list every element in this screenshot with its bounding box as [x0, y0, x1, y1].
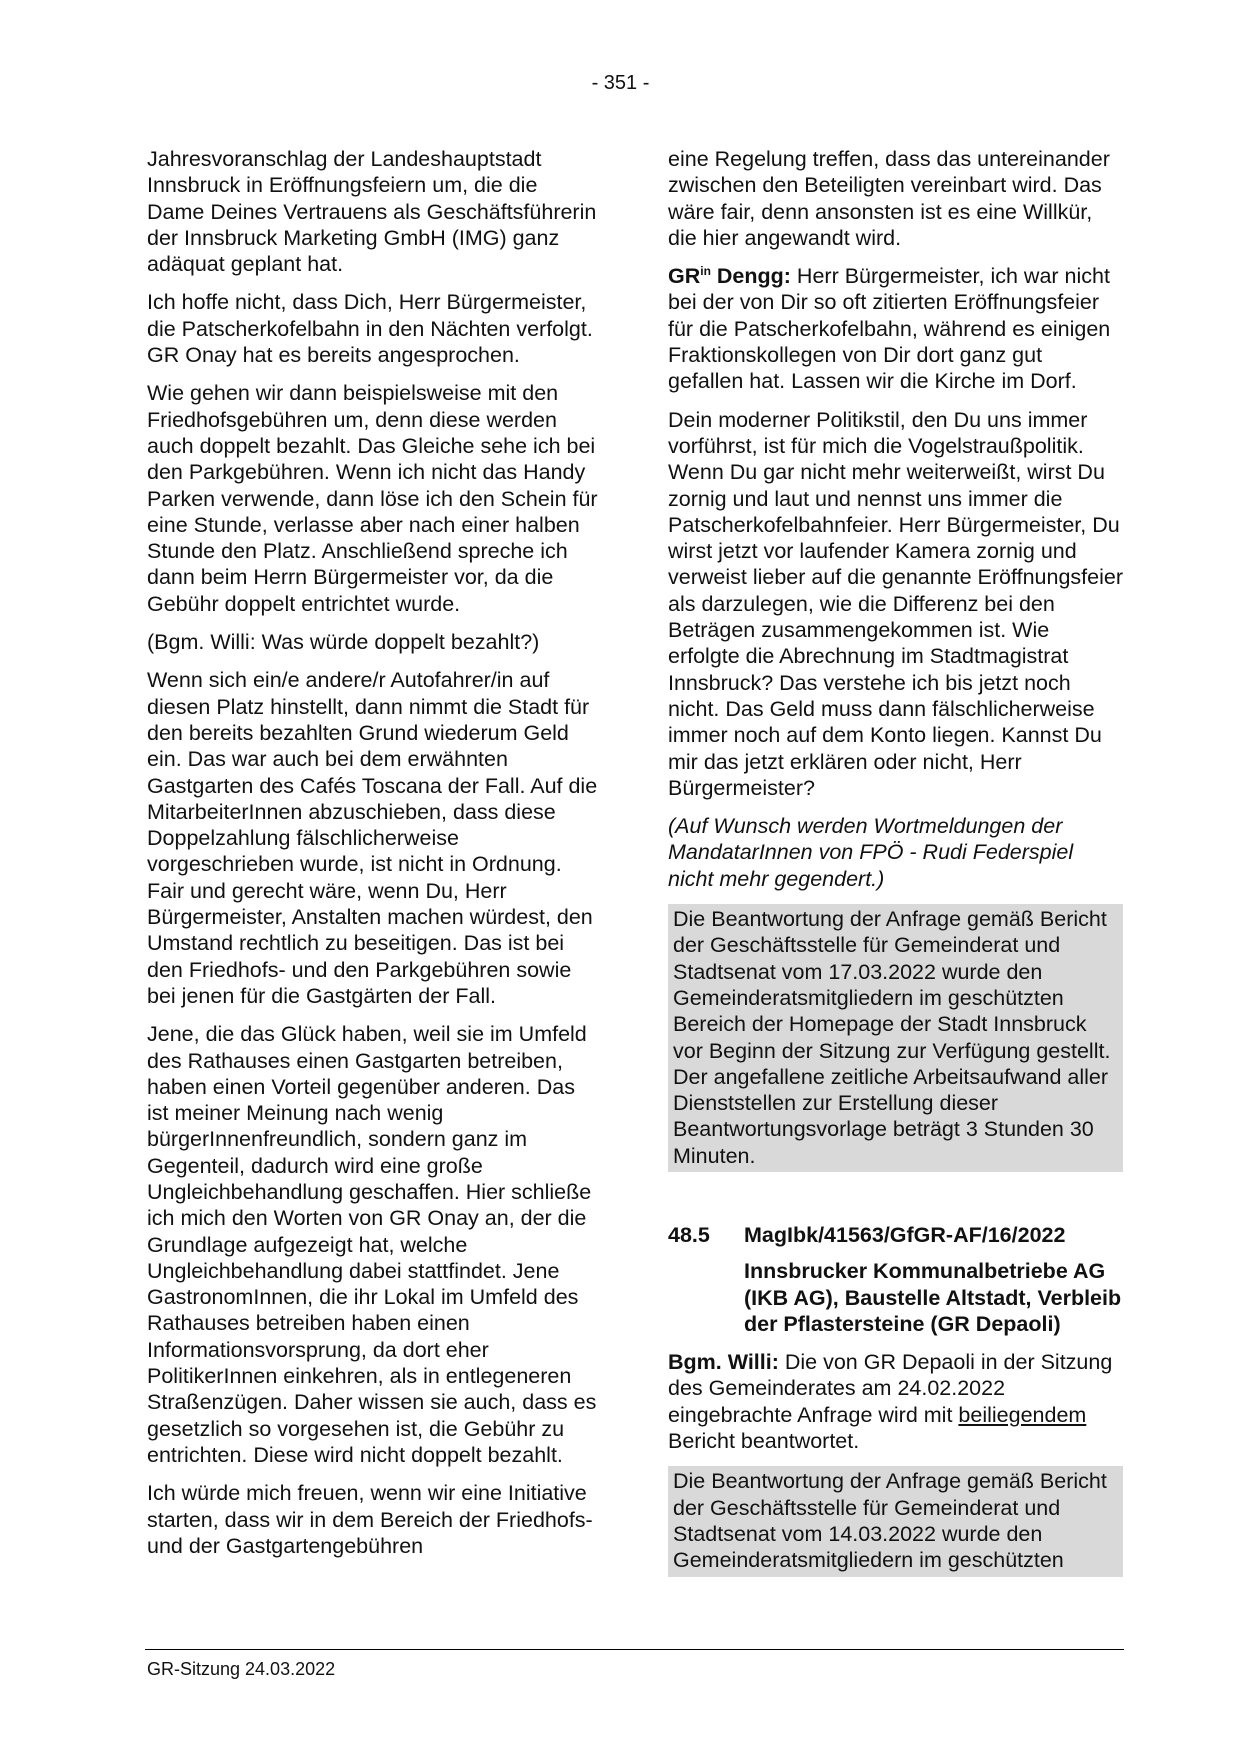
- speaker-name: $GR^{in}$ Dengg:: [668, 264, 791, 289]
- interjection: (Bgm. Willi: Was würde doppelt bezahlt?): [147, 630, 540, 655]
- agenda-item: [668, 1222, 1123, 1337]
- left-column: [147, 146, 599, 1559]
- paragraph: Wenn sich ein/e andere/r Autofahrer/in auf diesen Platz hinstellt, dann nimmt die Stadt für den bereits bezahlten Grund wiederum Geld ein. Das war auch bei dem erwähnten Gastgarten des Cafés Toscana der Fall. Auf die MitarbeiterInnen abzuschieben, dass diese Doppelzahlung fälschlicherweise vorgeschrieben wurde, ist nicht in Ordnung. Fair und gerecht wäre, wenn Du, Herr Bürgermeister, Anstalten machen würdest, den Umstand rechtlich zu beseitigen. Das ist bei den Friedhofs- und den Parkgebühren sowie bei jenen für die Gastgärten der Fall.: [147, 668, 598, 1008]
- right-column: [668, 146, 1123, 1577]
- paragraph: Wie gehen wir dann beispielsweise mit den Friedhofsgebühren um, denn diese werden auch doppelt bezahlt. Das Gleiche sehe ich bei den Parkgebühren. Wenn ich nicht das Handy Parken verwende, dann löse ich den Schein für eine Stunde, verlasse aber nach einer halben Stunde den Platz. Anschließend spreche ich dann beim Herrn Bürgermeister vor, da die Gebühr doppelt entrichtet wurde.: [147, 381, 598, 616]
- speech-paragraph: $GR^{in}$ Dengg: Herr Bürgermeister, ich war nicht bei der von Dir so oft zitierten Eröffnungsfeier für die Patscherkofelbahn, während es einigen Fraktionskollegen von Dir dort ganz gut gefallen hat. Lassen wir die Kirche im Dorf.: [668, 264, 1111, 394]
- paragraph: Ich würde mich freuen, wenn wir eine Initiative starten, dass wir in dem Bereich der Friedhofs- und der Gastgartengebühren: [147, 1481, 593, 1558]
- footer-text: GR-Sitzung 24.03.2022: [147, 1659, 336, 1679]
- agenda-number: 48.5: [668, 1222, 710, 1247]
- answer-notice: Die Beantwortung der Anfrage gemäß Bericht der Geschäftsstelle für Gemeinderat und Stadtsenat vom 17.03.2022 wurde den Gemeinderatsmitgliedern im geschützten Bereich der Homepage der Stadt Innsbruck vor Beginn der Sitzung zur Verfügung gestellt. Der angefallene zeitliche Arbeitsaufwand aller Dienststellen zur Erstellung dieser Beantwortungsvorlage beträgt 3 Stunden 30 Minuten.: [668, 904, 1123, 1172]
- attachment-link[interactable]: beiliegendem: [958, 1402, 1087, 1427]
- paragraph: Dein moderner Politikstil, den Du uns immer vorführst, ist für mich die Vogelstraußpolitik. Wenn Du gar nicht mehr weiterweißt, wirst Du zornig und laut und nennst uns immer die Patscherkofelbahnfeier. Herr Bürgermeister, Du wirst jetzt vor laufender Kamera zornig und verweist lieber auf die genannte Eröffnungsfeier als darzulegen, wie die Differenz bei den Beträgen zusammengekommen ist. Wie erfolgte die Abrechnung im Stadtmagistrat Innsbruck? Das verstehe ich bis jetzt noch nicht. Das Geld muss dann fälschlicherweise immer noch auf dem Konto liegen. Kannst Du mir das jetzt erklären oder nicht, Herr Bürgermeister?: [668, 407, 1123, 800]
- speech-paragraph: Bgm. Willi: Die von GR Depaoli in der Sitzung des Gemeinderates am 24.02.2022 eingebrachte Anfrage wird mit beiliegendem Bericht beantwortet.: [668, 1350, 1113, 1454]
- paragraph: eine Regelung treffen, dass das untereinander zwischen den Beteiligten vereinbart wird. Das wäre fair, denn ansonsten ist es eine Willkür, die hier angewandt wird.: [668, 147, 1110, 250]
- speaker-name: Bgm. Willi:: [668, 1350, 779, 1375]
- answer-notice: Die Beantwortung der Anfrage gemäß Bericht der Geschäftsstelle für Gemeinderat und Stadtsenat vom 14.03.2022 wurde den Gemeinderatsmitgliedern im geschützten: [668, 1466, 1123, 1576]
- paragraph: Jahresvoranschlag der Landeshauptstadt Innsbruck in Eröffnungsfeiern um, die die Dame Deines Vertrauens als Geschäftsführerin der Innsbruck Marketing GmbH (IMG) ganz adäquat geplant hat.: [147, 147, 597, 277]
- editorial-note: (Auf Wunsch werden Wortmeldungen der MandatarInnen von FPÖ - Rudi Federspiel nicht mehr gegendert.): [668, 814, 1074, 891]
- page-number: - 351 -: [591, 72, 650, 94]
- agenda-reference: MagIbk/41563/GfGR-AF/16/2022: [744, 1222, 1066, 1247]
- paragraph: Ich hoffe nicht, dass Dich, Herr Bürgermeister, die Patscherkofelbahn in den Nächten verfolgt. GR Onay hat es bereits angesprochen.: [147, 290, 593, 368]
- agenda-title: Innsbrucker Kommunalbetriebe AG (IKB AG), Baustelle Altstadt, Verbleib der Pflastersteine (GR Depaoli): [744, 1259, 1122, 1336]
- footer-divider: [145, 1649, 1124, 1650]
- paragraph: Jene, die das Glück haben, weil sie im Umfeld des Rathauses einen Gastgarten betreiben, haben einen Vorteil gegenüber anderen. Das ist meiner Meinung nach wenig bürgerInnenfreundlich, sondern ganz im Gegenteil, dadurch wird eine große Ungleichbehandlung geschaffen. Hier schließe ich mich den Worten von GR Onay an, der die Grundlage aufgezeigt hat, welche Ungleichbehandlung dabei stattfindet. Jene GastronomInnen, die ihr Lokal im Umfeld des Rathauses betreiben haben einen Informationsvorsprung, da dort eher PolitikerInnen einkehren, als in entlegeneren Straßenzügen. Daher wissen sie auch, dass es gesetzlich so vorgesehen ist, die Gebühr zu entrichten. Diese wird nicht doppelt bezahlt.: [147, 1022, 597, 1467]
